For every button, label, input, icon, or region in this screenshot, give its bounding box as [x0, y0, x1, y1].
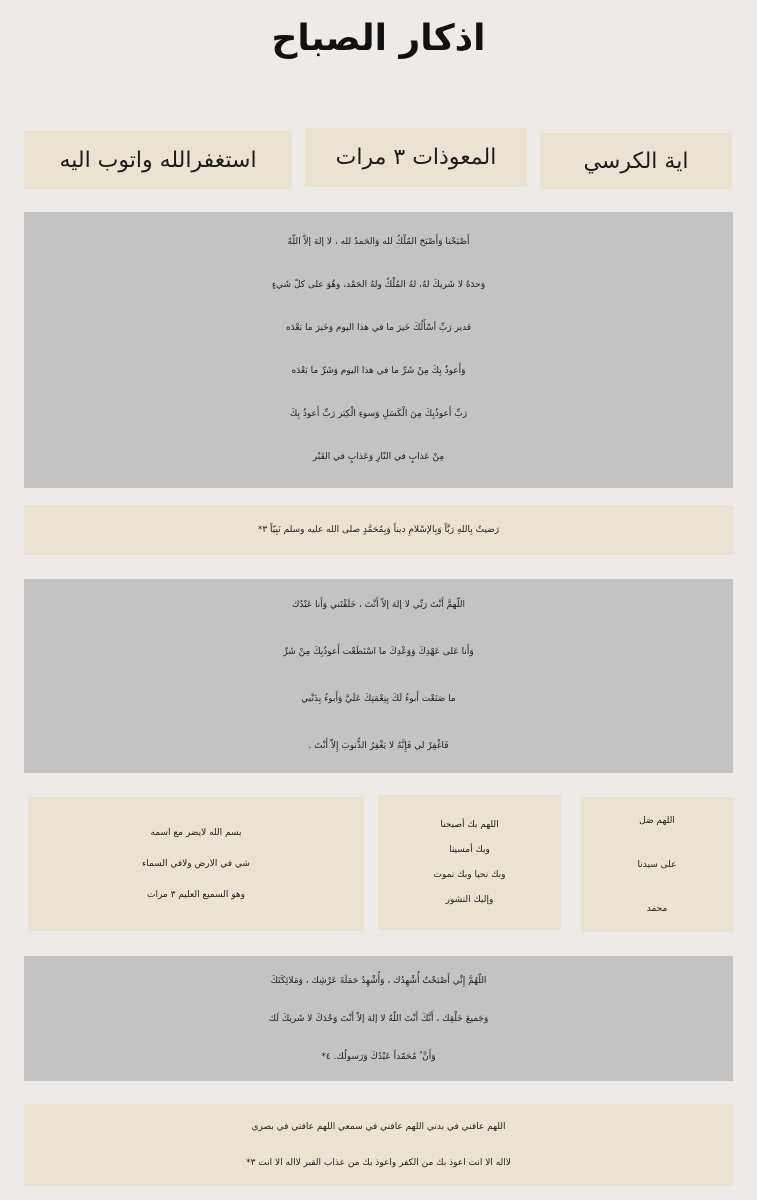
dhikr-line: ما صَنَعْت أَبوءُ لَكَ بِنِعْمَتِكَ عَلَيَّ وَأَبوءُ بِذَنْبي — [301, 694, 456, 704]
dhikr-line: وَأَعوذُ بِكَ مِنْ شَرِّ ما في هذا اليوم وَشَرِّ ما بَعْدَه — [291, 366, 466, 376]
dhikr-line: مِنْ عَذابٍ في النّارِ وَعَذابٍ في القَبْر — [312, 452, 445, 462]
tag-label: المعوذات ٣ مرات — [335, 145, 497, 170]
dhikr-line: شي في الارض ولافي السماء — [142, 858, 250, 869]
dhikr-line: قدير رَبِّ أسْأَلُكَ خَيرَ ما في هذا اليوم وَخَيرَ ما بَعْدَه — [285, 323, 472, 333]
dhikr-ashhaduka — [24, 956, 733, 1081]
dhikr-line: اللّهمَّ أَنْتَ رَبِّي لا إلهَ إلاّ أَنْتَ ، خَلَقْتَني وَأَنا عَبْدُك — [291, 600, 466, 610]
dhikr-salawat — [581, 797, 733, 932]
dhikr-line: لااله الا انت اعوذ بك من الكفر واعوذ بك من عذاب القبر لااله الا انت ٣* — [246, 1158, 511, 1168]
dhikr-line: بسم الله لايضر مع اسمه — [150, 827, 242, 838]
dhikr-line: اللهم بك أصبحنا — [440, 819, 499, 830]
dhikr-line: وَأَنَّ ُ مُحَمّداً عَبْدُكَ وَرَسولُك. ٤* — [321, 1051, 436, 1062]
dhikr-line: وَجَميعَ خَلْقِك ، أَنَّكَ أَنْتَ اللّهُ لا إلهَ إلاّ أَنْتَ وَحْدَكَ لا شَريكَ لَك — [268, 1013, 489, 1024]
dhikr-line: رَضيتُ بِاللهِ رَبَّاً وَبِالإسْلامِ ديناً وَبِمُحَمَّدٍ صلى الله عليه وسلم نَبِيّاً ٣* — [257, 525, 500, 535]
dhikr-line: محمد — [646, 903, 668, 914]
tag-istighfar — [24, 131, 292, 189]
dhikr-line: وهو السميع العليم ٣ مرات — [146, 889, 246, 900]
dhikr-line: وبك نحيا وبك نموت — [433, 869, 506, 880]
dhikr-line: وَأَنا عَلى عَهْدِكَ وَوَعْدِكَ ما اسْتَطَعْت أَعوذُبِكَ مِنْ شَرِّ — [283, 647, 474, 657]
dhikr-line: أَصْبَحْنا وَأَصْبَحَ المُلْكُ لله وَالحَمدُ لله ، لا إلهَ إلاّ اللّهُ — [287, 237, 470, 247]
tag-ayat-alkursi — [540, 133, 732, 189]
dhikr-line: اللّهُمَّ إِنِّي أَصْبَحْتُ أُشْهِدُك ، وَأُشْهِدُ حَمَلَةَ عَرْشِك ، وَمَلائِكَتَكَ — [270, 975, 487, 986]
dhikr-line: وإليك النشور — [445, 894, 494, 905]
dhikr-sayyid-istighfar — [24, 579, 733, 773]
dhikr-line: فَاغْفِرْ لي فَإِنَّهُ لا يَغْفِرُ الذُّنوبَ إِلاّ أَنْتَ . — [308, 741, 449, 751]
dhikr-bismillah — [28, 797, 364, 931]
tag-label: اية الكرسي — [583, 148, 689, 174]
tag-muawwidhat — [305, 128, 527, 187]
dhikr-line: اللهم عافني في بدني اللهم عافني في سمعي اللهم عافني في بصري — [251, 1122, 506, 1132]
dhikr-morning-kingdom — [24, 212, 733, 488]
dhikr-bika-asbahna — [378, 795, 561, 930]
page-title: اذكار الصباح — [271, 18, 486, 59]
dhikr-radeetu — [24, 505, 733, 555]
dhikr-line: اللهم صَل — [639, 815, 675, 826]
dhikr-line: وبك أمسينا — [449, 844, 490, 855]
tag-label: استغفرالله واتوب اليه — [59, 147, 257, 173]
dhikr-afini — [24, 1104, 733, 1186]
dhikr-line: رَبِّ أَعوذُبِكَ مِنَ الْكَسَلِ وَسوءِ الْكِبَر رَبِّ أَعوذُ بِكَ — [289, 409, 468, 419]
dhikr-line: وَحدَهُ لا شَريكَ لهُ، لهُ المُلْكُ ولهُ الحَمْد، وهُوَ على كلّ شَيءٍ — [271, 280, 486, 290]
dhikr-line: على سيدنا — [637, 859, 677, 870]
